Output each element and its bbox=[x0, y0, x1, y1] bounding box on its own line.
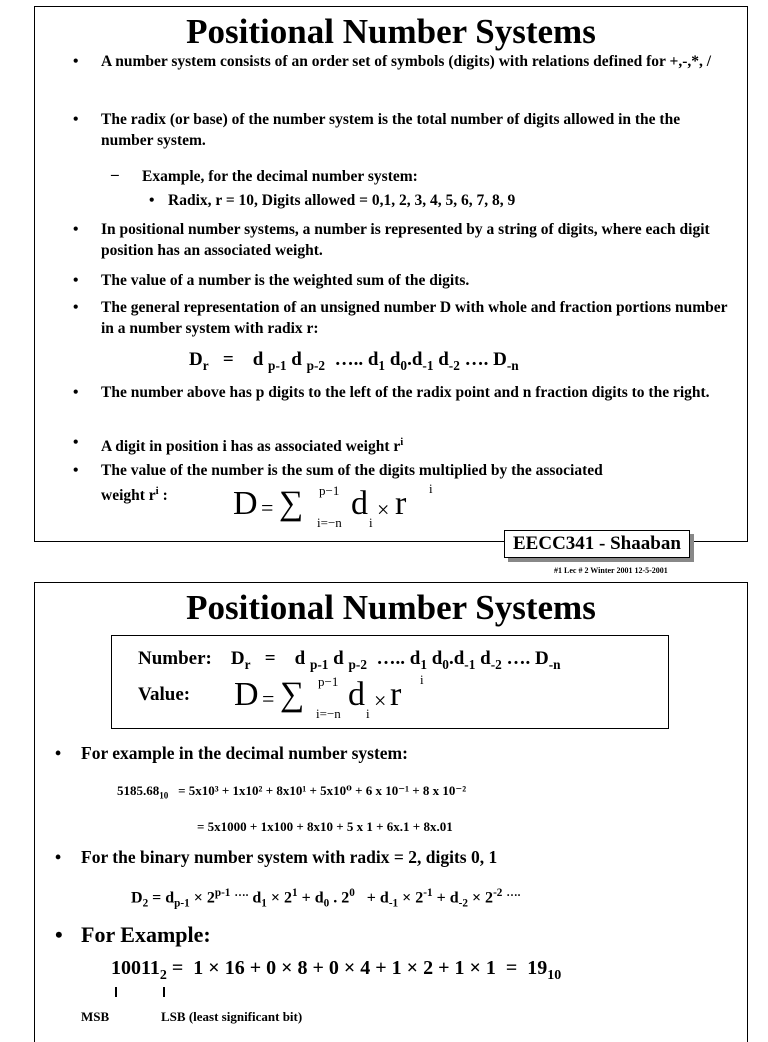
bullet-general-representation bbox=[73, 297, 731, 339]
bullet-text: The value of the number is the sum of the digits multiplied by the associated bbox=[101, 462, 603, 479]
bullet-icon: • bbox=[73, 434, 79, 451]
number-value-box bbox=[111, 635, 669, 729]
bullet-icon: • bbox=[73, 53, 79, 70]
bullet-binary-system bbox=[55, 847, 711, 868]
binary-example-equation: $10011_2 = 1 \times 16 + 0 \times 8 + 0 \times 4 + 1 \times 2 + 1 \times 1 = 19_{10}$ bbox=[111, 957, 562, 983]
lsb-marker bbox=[163, 987, 165, 997]
bullet-icon: • bbox=[73, 299, 79, 316]
decimal-expansion-line-1 bbox=[117, 783, 466, 801]
bullet-text: The general representation of an unsigned number D with whole and fraction portions number in a number system with radix r: bbox=[101, 299, 728, 337]
value-sum-formula: D = ∑ p−1 i=−n d i × r i bbox=[233, 481, 433, 530]
radix-digits-text: Radix, r = 10, Digits allowed = 0,1, 2, 3, 4, 5, 6, 7, 8, 9 bbox=[168, 192, 516, 209]
times-icon: × bbox=[377, 497, 390, 522]
bullet-text: For example in the decimal number system: bbox=[81, 743, 408, 763]
msb-marker bbox=[115, 987, 117, 997]
bullet-icon: • bbox=[73, 462, 79, 479]
bullet-weighted-sum bbox=[73, 270, 731, 291]
bullet-icon: • bbox=[73, 272, 79, 289]
sub-bullet-icon: • bbox=[149, 192, 155, 209]
bullet-icon: • bbox=[55, 922, 63, 947]
weight-exponent: i bbox=[400, 436, 404, 448]
slide-1 bbox=[34, 6, 748, 542]
bullet-icon: • bbox=[73, 221, 79, 238]
sigma-icon: ∑ bbox=[279, 485, 304, 522]
bullet-for-example bbox=[55, 921, 711, 949]
times-icon: × bbox=[374, 688, 387, 713]
course-badge: EECC341 - Shaaban bbox=[504, 530, 690, 558]
bullet-text: For Example: bbox=[81, 922, 211, 947]
msb-label: MSB bbox=[81, 1009, 110, 1024]
bullet-text: A number system consists of an order set of symbols (digits) with relations defined for +,-,*, / bbox=[101, 53, 712, 70]
decimal-powers: = 5x10³ + 1x10² + 8x10¹ + 5x10⁰ + 6 x 10⁻¹ + 8 x 10⁻² bbox=[178, 783, 467, 798]
bullet-text: The radix (or base) of the number system is the total number of digits allowed in the the number system. bbox=[101, 111, 681, 149]
value-label: Value: bbox=[138, 684, 191, 705]
number-representation-equation: $D_r$ = d $_{p-1}$ d $_{p-2}$ ….. $d_1$ $d_0.d_{-1}$ $d_{-2}$ …. $D_{-n}$ bbox=[189, 349, 519, 373]
number-row: Number: $D_r$ = d $_{p-1}$ d $_{p-2}$ ….. $d_1$ $d_0.d_{-1}$ $d_{-2}$ …. $D_{-n}$ bbox=[138, 648, 561, 672]
lsb-label: LSB (least significant bit) bbox=[161, 1009, 303, 1024]
bullet-icon: • bbox=[73, 111, 79, 128]
binary-representation-equation: $D_2 = d_{p-1} \times 2^{p-1}$ …. $d_1 \times 2^1 + d_0$ . $2^0 + d_{-1} \times 2^{-1} + d_{-2} \times 2^{-2}$ …. bbox=[131, 887, 521, 910]
example-decimal-text: Example, for the decimal number system: bbox=[142, 168, 418, 185]
bullet-icon: • bbox=[55, 847, 62, 867]
bullet-positional bbox=[73, 219, 731, 261]
slide-1-title: Positional Number Systems bbox=[186, 12, 596, 51]
bullet-text: A digit in position i has as associated weight r bbox=[101, 438, 401, 456]
slide-2-title: Positional Number Systems bbox=[186, 588, 596, 627]
decimal-base: 10 bbox=[159, 790, 169, 801]
bullet-digits-left-right bbox=[73, 382, 731, 403]
decimal-expansion-line-2: = 5x1000 + 1x100 + 8x10 + 5 x 1 + 6x.1 + 8x.01 bbox=[197, 819, 453, 834]
colon-text: : bbox=[158, 487, 168, 505]
dash-icon: – bbox=[111, 166, 119, 183]
slide-2 bbox=[34, 582, 748, 1042]
bullet-text-weight: weight r bbox=[101, 487, 156, 505]
value-sum-formula-2: D = ∑ p−1 i=−n d i × r i bbox=[234, 672, 424, 721]
bullet-text: In positional number systems, a number is represented by a string of digits, where each digit position has an associated weight. bbox=[101, 221, 710, 259]
bullet-text: The number above has p digits to the left of the radix point and n fraction digits to the right. bbox=[101, 384, 710, 401]
weight-exponent: i bbox=[155, 485, 159, 497]
bullet-icon: • bbox=[55, 743, 62, 763]
sigma-icon: ∑ bbox=[280, 676, 305, 713]
bullet-decimal-example bbox=[55, 743, 711, 764]
bullet-text: The value of a number is the weighted sum of the digits. bbox=[101, 272, 470, 289]
bullet-associated-weight bbox=[73, 432, 731, 457]
decimal-number: 5185.68 bbox=[117, 783, 160, 798]
bullet-radix-definition bbox=[73, 109, 731, 151]
bullet-icon: • bbox=[73, 384, 79, 401]
number-label: Number: bbox=[138, 648, 212, 669]
bullet-text: For the binary number system with radix = 2, digits 0, 1 bbox=[81, 847, 498, 867]
slide-footer: #1 Lec # 2 Winter 2001 12-5-2001 bbox=[554, 566, 668, 575]
bullet-number-system bbox=[73, 51, 731, 72]
